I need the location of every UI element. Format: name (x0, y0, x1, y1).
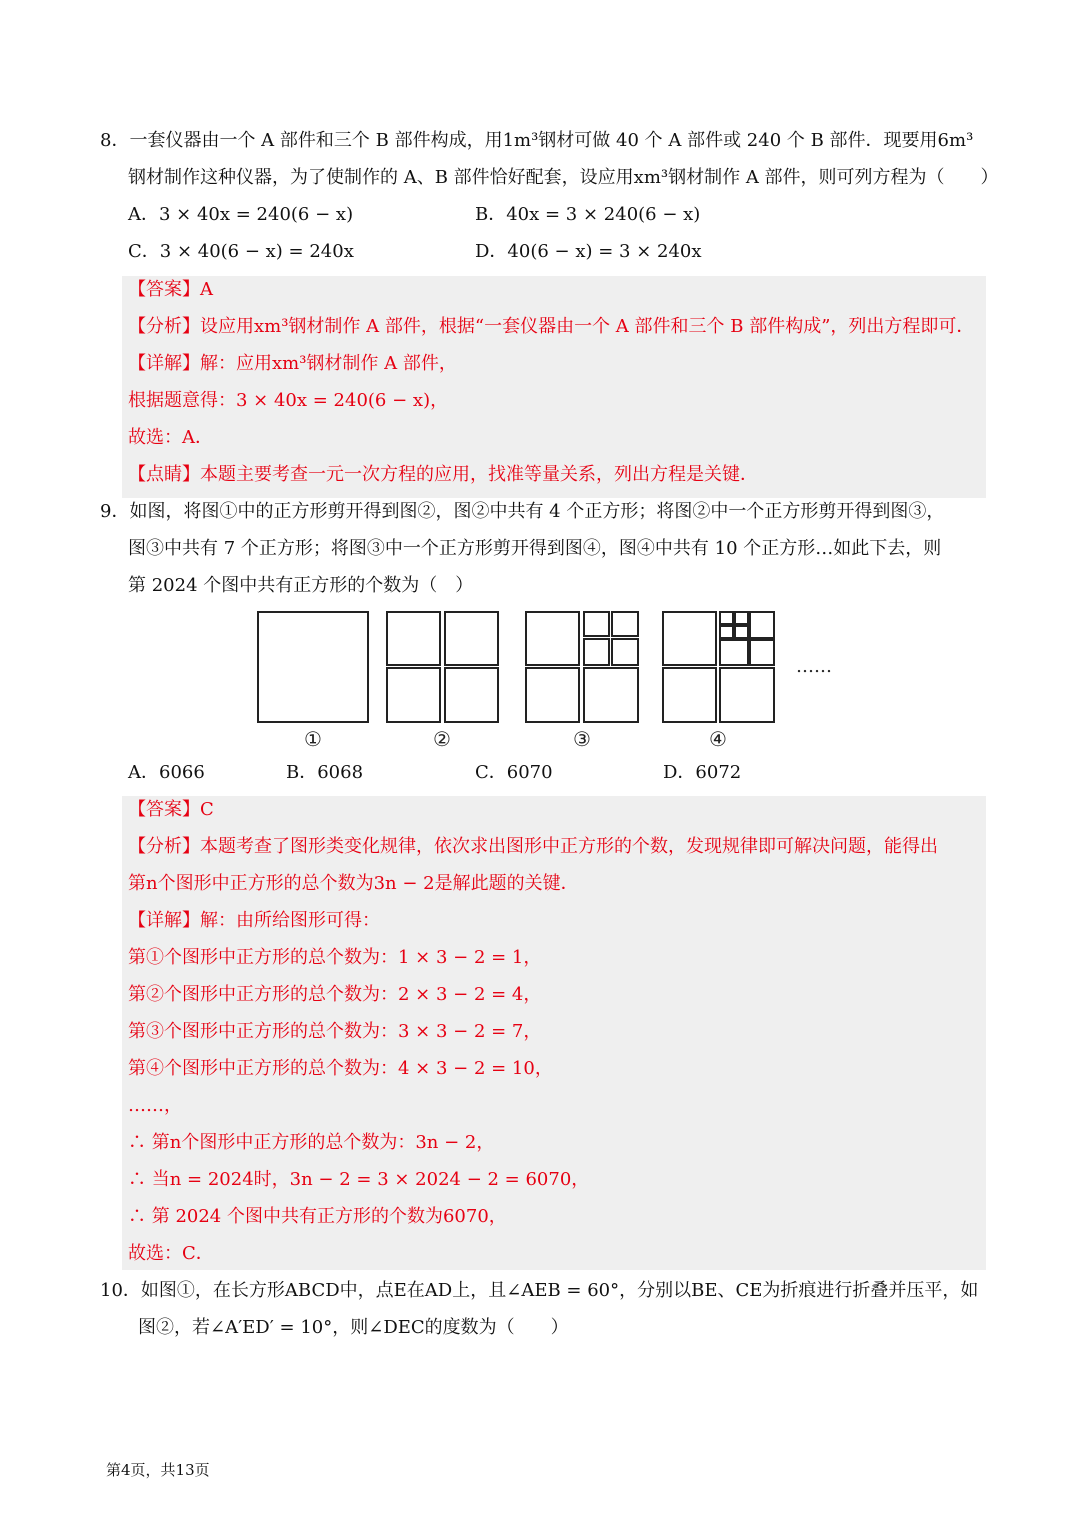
q8-equation: 根据题意得：3 × 40x = 240(6 − x)， (128, 390, 449, 411)
q8-option-b: B．40x = 3 × 240(6 − x) (475, 204, 701, 225)
fig4-small-square (750, 640, 774, 665)
fig1-label: ① (304, 727, 322, 751)
fig3-small-square (584, 612, 609, 636)
q9-answer: 【答案】C (128, 799, 214, 820)
q10-stem-line-1: 10．如图①，在长方形ABCD中，点E在AD上，且∠AEB = 60°，分别以BE、CE为折痕进行折叠并压平，如 (100, 1280, 979, 1301)
fig2-square (387, 668, 440, 722)
q9-option-b: B．6068 (286, 762, 364, 783)
q9-stem-line-1: 9．如图，将图①中的正方形剪开得到图②，图②中共有 4 个正方形；将图②中一个正方形剪开得到图③， (100, 501, 945, 522)
q9-step: 第③个图形中正方形的总个数为：3 × 3 − 2 = 7， (128, 1021, 542, 1042)
fig3-small-square (612, 639, 638, 665)
q8-answer: 【答案】A (128, 279, 213, 300)
q8-choice: 故选：A． (128, 427, 213, 448)
fig4-square (663, 668, 716, 722)
q8-stem-line-1: 8．一套仪器由一个 A 部件和三个 B 部件构成，用1m³钢材可做 40 个 A 部件或 240 个 B 部件．现要用6m³ (100, 130, 974, 151)
fig4-tiny-square (720, 612, 733, 624)
q10-stem-line-2: 图②，若∠A′ED′ = 10°，则∠DEC的度数为（ ） (138, 1317, 569, 1338)
q9-square-figures (250, 606, 860, 756)
fig3-square (584, 668, 638, 722)
fig3-label: ③ (573, 727, 591, 751)
fig3-square (526, 668, 579, 722)
q8-option-c: C．3 × 40(6 − x) = 240x (128, 241, 354, 262)
q9-option-d: D．6072 (663, 762, 742, 783)
fig4-small-square (750, 612, 774, 638)
figures-ellipsis: …… (796, 656, 832, 677)
q9-analysis-line-2: 第n个图形中正方形的总个数为3n − 2是解此题的关键． (128, 873, 579, 894)
fig4-square (720, 668, 774, 722)
q9-analysis-line-1: 【分析】本题考查了图形类变化规律，依次求出图形中正方形的个数，发现规律即可解决问题，能得出 (128, 836, 938, 857)
fig2-label: ② (433, 727, 451, 751)
fig3-small-square (612, 612, 638, 636)
q9-step: ∴ 第n个图形中正方形的总个数为：3n − 2， (128, 1132, 495, 1153)
q9-step: ∴ 第 2024 个图中共有正方形的个数为6070， (128, 1206, 507, 1227)
q9-step: 第④个图形中正方形的总个数为：4 × 3 − 2 = 10， (128, 1058, 553, 1079)
q9-option-c: C．6070 (475, 762, 553, 783)
fig4-tiny-square (735, 612, 748, 624)
q9-step: ……， (128, 1095, 182, 1116)
q8-stem-line-2: 钢材制作这种仪器，为了使制作的 A、B 部件恰好配套，设应用xm³钢材制作 A 部件，则可列方程为（ ） (128, 167, 999, 188)
fig4-small-square (720, 640, 748, 665)
q8-option-a: A．3 × 40x = 240(6 − x) (128, 204, 354, 225)
q9-detail: 【详解】解：由所给图形可得： (128, 910, 380, 931)
fig1-square (258, 612, 368, 722)
fig3-small-square (584, 639, 609, 665)
fig2-square (445, 668, 498, 722)
fig4-tiny-square (735, 626, 748, 638)
q9-step: ∴ 当n = 2024时，3n − 2 = 3 × 2024 − 2 = 6070， (128, 1169, 590, 1190)
fig3-square (526, 612, 579, 665)
q9-step: 第②个图形中正方形的总个数为：2 × 3 − 2 = 4， (128, 984, 542, 1005)
fig2-square (387, 612, 440, 665)
fig4-tiny-square (720, 626, 733, 638)
q9-option-a: A．6066 (128, 762, 205, 783)
q9-stem-line-3: 第 2024 个图中共有正方形的个数为（ ） (128, 575, 474, 596)
fig4-label: ④ (709, 727, 727, 751)
fig2-square (445, 612, 498, 665)
page-footer: 第4页，共13页 (106, 1461, 210, 1479)
q9-step: 第①个图形中正方形的总个数为：1 × 3 − 2 = 1， (128, 947, 542, 968)
q8-option-d: D．40(6 − x) = 3 × 240x (475, 241, 702, 262)
fig4-square (663, 612, 716, 665)
q9-choice: 故选：C． (128, 1243, 214, 1264)
q9-stem-line-2: 图③中共有 7 个正方形；将图③中一个正方形剪开得到图④，图④中共有 10 个正方形…如此下去，则 (128, 538, 942, 559)
q8-analysis: 【分析】设应用xm³钢材制作 A 部件，根据“一套仪器由一个 A 部件和三个 B 部件构成”，列出方程即可． (128, 316, 975, 337)
q8-detail: 【详解】解：应用xm³钢材制作 A 部件， (128, 353, 457, 374)
q8-comment: 【点睛】本题主要考查一元一次方程的应用，找准等量关系，列出方程是关键． (128, 464, 758, 485)
